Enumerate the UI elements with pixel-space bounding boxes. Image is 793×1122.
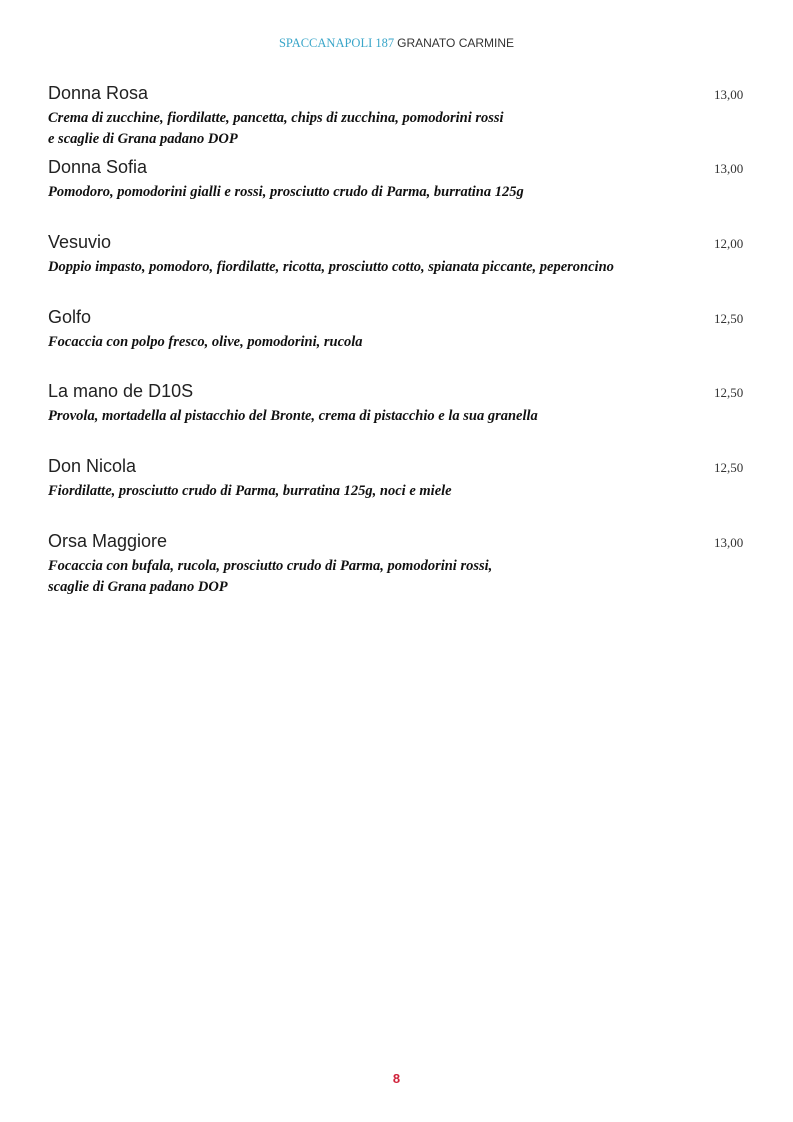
- item-description: Doppio impasto, pomodoro, fiordilatte, ricotta, prosciutto cotto, spianata piccante, peperoncino: [48, 259, 614, 275]
- menu-item: [48, 232, 748, 278]
- item-description: Crema di zucchine, fiordilatte, pancetta, chips di zucchina, pomodorini rossi e scaglie di Grana padano DOP: [48, 110, 504, 147]
- menu-item: [48, 531, 748, 598]
- brand-name: SPACCANAPOLI 187: [278, 36, 395, 50]
- item-name: La mano de D10S: [48, 381, 194, 401]
- menu-item: [48, 381, 748, 427]
- page-header: [0, 36, 793, 51]
- menu-item: [48, 157, 748, 203]
- item-description: Provola, mortadella al pistacchio del Bronte, crema di pistacchio e la sua granella: [48, 408, 538, 424]
- item-name: Donna Rosa: [48, 83, 149, 103]
- location-name: GRANATO CARMINE: [397, 36, 515, 50]
- item-description: Focaccia con polpo fresco, olive, pomodorini, rucola: [48, 334, 363, 350]
- item-price: 12,50: [714, 311, 744, 326]
- item-description: Fiordilatte, prosciutto crudo di Parma, burratina 125g, noci e miele: [48, 483, 452, 499]
- item-name: Don Nicola: [48, 456, 137, 476]
- item-name: Orsa Maggiore: [48, 531, 168, 551]
- menu-item: [48, 307, 748, 353]
- item-price: 13,00: [714, 535, 744, 550]
- menu-item: [48, 83, 748, 150]
- item-name: Vesuvio: [48, 232, 112, 252]
- item-name: Donna Sofia: [48, 157, 148, 177]
- item-price: 12,50: [714, 385, 744, 400]
- item-price: 13,00: [714, 87, 744, 102]
- item-price: 13,00: [714, 161, 744, 176]
- menu-item: [48, 456, 748, 502]
- page-number: 8: [392, 1071, 401, 1086]
- item-description: Pomodoro, pomodorini gialli e rossi, prosciutto crudo di Parma, burratina 125g: [48, 184, 524, 200]
- item-name: Golfo: [48, 307, 92, 327]
- item-price: 12,00: [714, 236, 744, 251]
- item-description: Focaccia con bufala, rucola, prosciutto crudo di Parma, pomodorini rossi, scaglie di Grana padano DOP: [48, 558, 493, 595]
- item-price: 12,50: [714, 460, 744, 475]
